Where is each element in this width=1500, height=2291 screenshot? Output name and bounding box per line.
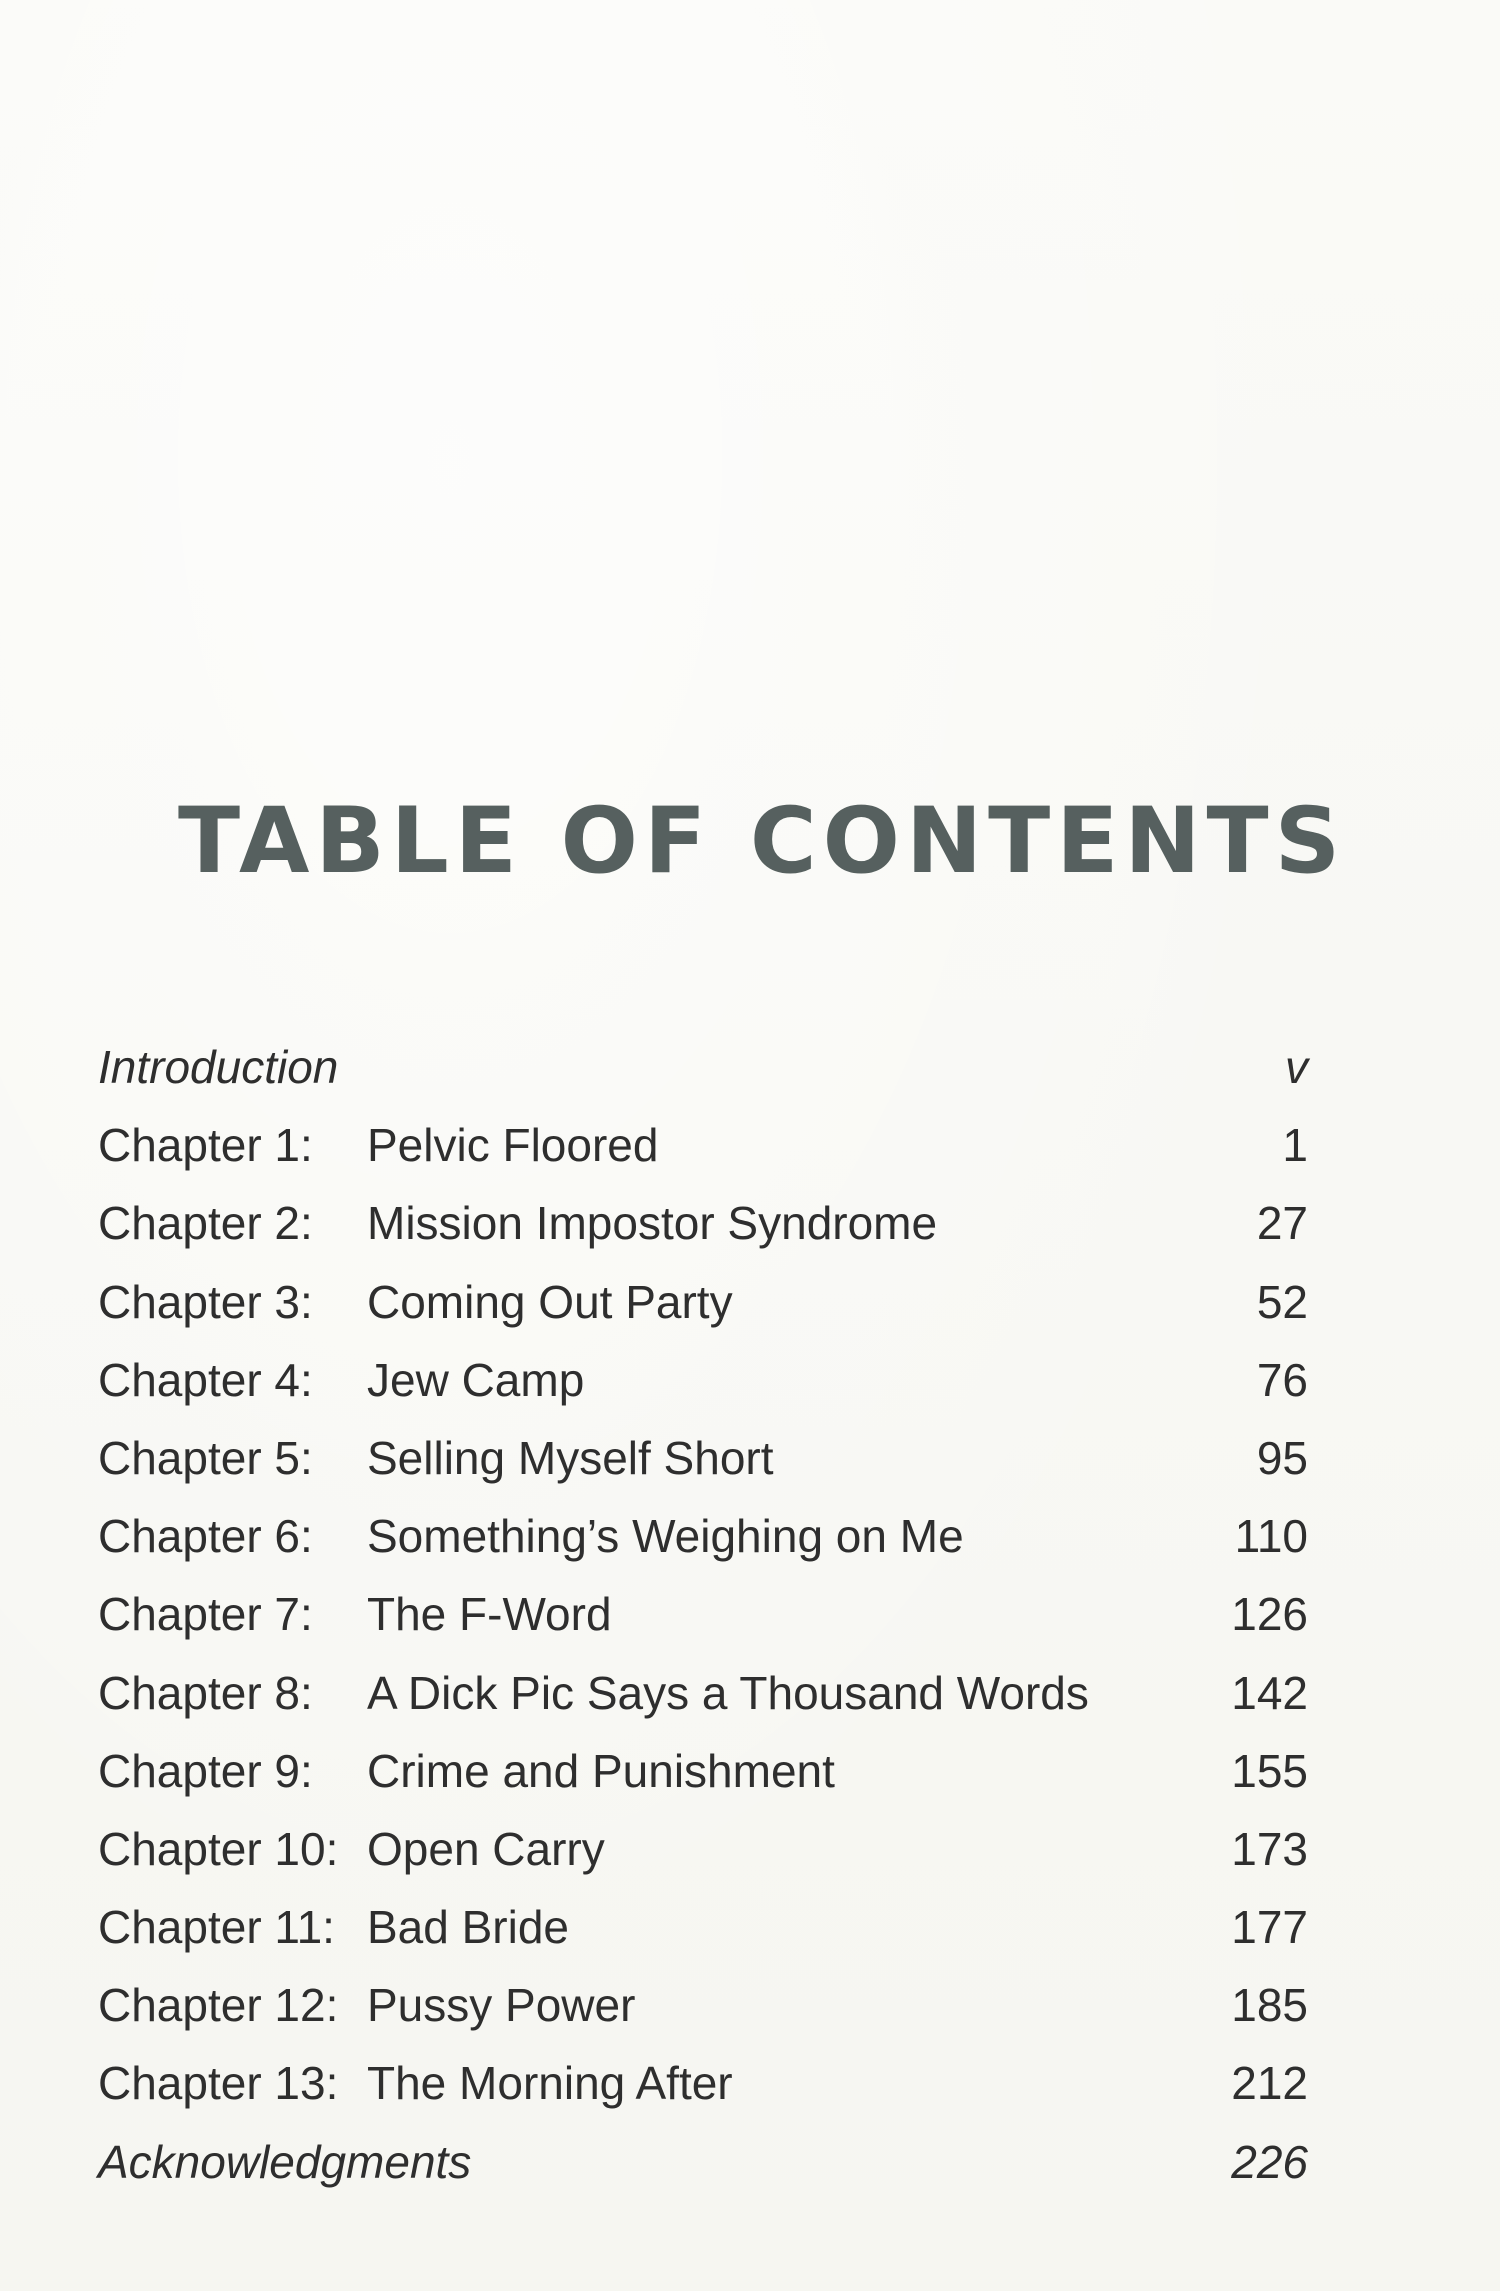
toc-entry [0, 1820, 1500, 1898]
toc-entry-page: 142 [1231, 1666, 1308, 1719]
toc-entry-page: 1 [1282, 1119, 1308, 1172]
toc-entry-label: Introduction [98, 1041, 339, 1093]
toc-entry-label: Chapter 12: [98, 1979, 339, 2032]
toc-entry-page: 226 [1231, 2135, 1308, 2188]
toc-entry-label: Chapter 6: [98, 1510, 313, 1563]
toc-entry-page: v [1285, 1041, 1308, 1093]
toc-entry-page: 185 [1231, 1979, 1308, 2032]
toc-entry-label: Chapter 8: [98, 1666, 313, 1719]
toc-entry-page: 52 [1256, 1275, 1308, 1328]
toc-entry-label: Chapter 7: [98, 1588, 313, 1641]
toc-entry-title: A Dick Pic Says a Thousand Words [367, 1666, 1089, 1719]
toc-entry-title: Mission Impostor Syndrome [367, 1197, 938, 1250]
toc-entry-title: Jew Camp [367, 1353, 585, 1406]
toc-entry-label: Chapter 10: [98, 1822, 339, 1875]
toc-entry [0, 1429, 1500, 1507]
toc-entry-page: 126 [1231, 1588, 1308, 1641]
toc-entry [0, 1976, 1500, 2054]
toc-entry-title: Pelvic Floored [367, 1119, 659, 1172]
toc-entry [0, 1742, 1500, 1820]
toc-entry-page: 212 [1231, 2057, 1308, 2110]
toc-entry-label: Chapter 1: [98, 1119, 313, 1172]
toc-entry [0, 1898, 1500, 1976]
toc-entry [0, 1585, 1500, 1663]
toc-entry-label: Chapter 9: [98, 1744, 313, 1797]
toc-entry [0, 1038, 1500, 1116]
toc-entry [0, 1664, 1500, 1742]
toc-entry [0, 1116, 1500, 1194]
toc-entry-page: 177 [1231, 1901, 1308, 1954]
toc-entry-page: 76 [1256, 1353, 1308, 1406]
toc-entry-label: Chapter 11: [98, 1901, 335, 1954]
toc-entry-title: Selling Myself Short [367, 1431, 774, 1484]
toc-entry-label: Chapter 2: [98, 1197, 313, 1250]
toc-entry-page: 95 [1256, 1431, 1308, 1484]
toc-entry [0, 2133, 1500, 2211]
page-title: TABLE OF CONTENTS [178, 788, 1347, 894]
toc-entry-title: Coming Out Party [367, 1275, 733, 1328]
toc-entry-label: Chapter 4: [98, 1353, 313, 1406]
toc-entry [0, 1351, 1500, 1429]
toc-entry-title: Crime and Punishment [367, 1744, 835, 1797]
toc-entry-title: Open Carry [367, 1822, 605, 1875]
toc-entry-page: 155 [1231, 1744, 1308, 1797]
toc-entry [0, 1194, 1500, 1272]
toc-entry-title: Pussy Power [367, 1979, 636, 2032]
toc-entry-label: Chapter 13: [98, 2057, 339, 2110]
toc-entry-label: Acknowledgments [98, 2135, 472, 2188]
toc-entry-title: Bad Bride [367, 1901, 570, 1954]
toc-entry [0, 2054, 1500, 2132]
toc-entry-label: Chapter 3: [98, 1275, 313, 1328]
toc-entry-page: 110 [1234, 1510, 1308, 1563]
toc-entry-title: The Morning After [367, 2057, 733, 2110]
toc-entry [0, 1273, 1500, 1351]
toc-entry-title: Something’s Weighing on Me [367, 1510, 964, 1563]
toc-entry-label: Chapter 5: [98, 1431, 313, 1484]
toc-list [0, 1038, 1500, 2211]
toc-entry [0, 1507, 1500, 1585]
toc-entry-page: 27 [1256, 1197, 1308, 1250]
toc-entry-title: The F-Word [367, 1588, 612, 1641]
toc-entry-page: 173 [1231, 1822, 1308, 1875]
